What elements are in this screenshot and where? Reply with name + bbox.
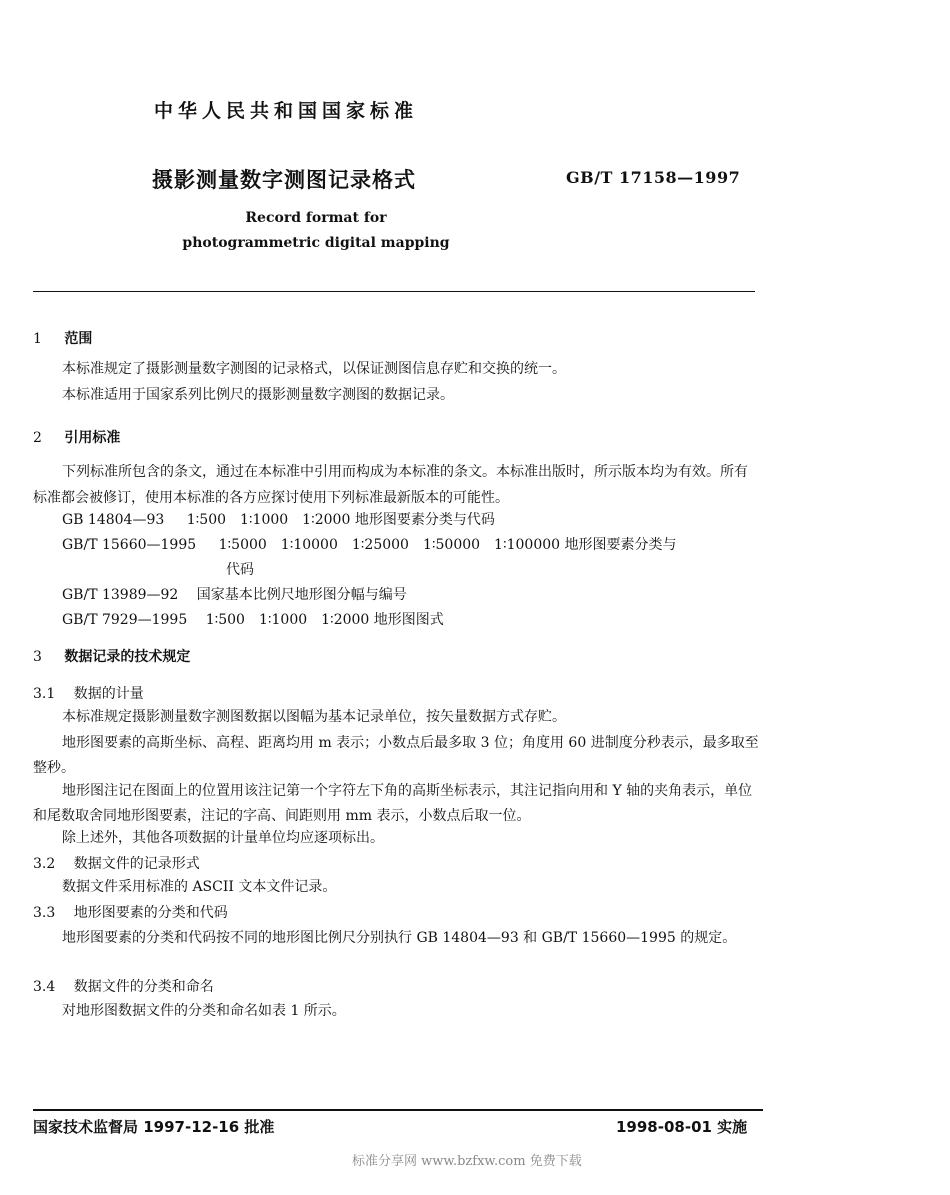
standard-code: GB/T 17158—1997 [566,168,741,187]
section-2-heading [33,427,120,447]
watermark-text: 标准分享网 www.bzfxw.com 免费下载 [352,1154,582,1169]
section-1-paragraph-1: 本标准规定了摄影测量数字测图的记录格式，以保证测图信息存贮和交换的统一。 [62,361,566,377]
section-1-title: 范围 [64,331,93,347]
subsection-3-4-heading [33,976,214,996]
reference-title-continued: 代码 [226,562,254,578]
subsection-3-4-number: 3.4 [33,979,56,995]
subsection-3-3-heading [33,902,228,922]
reference-item [62,585,407,605]
reference-item [62,535,677,555]
section-2-intro: 下列标准所包含的条文，通过在本标准中引用而构成为本标准的条文。本标准出版时，所示版本均为有效。所有标准都会被修订，使用本标准的各方应探讨使用下列标准最新版本的可能性。 [33,464,748,506]
subsection-3-2-number: 3.2 [33,856,56,872]
reference-title: 1∶500 1∶1000 1∶2000 地形图要素分类与代码 [186,512,495,528]
subsection-3-3-number: 3.3 [33,905,56,921]
document-title-cn: 摄影测量数字测图记录格式 [152,168,416,192]
reference-code: GB/T 13989—92 [62,587,179,603]
subsection-3-1-heading [33,683,144,703]
reference-code: GB/T 7929—1995 [62,612,188,628]
reference-title: 1∶5000 1∶10000 1∶25000 1∶50000 1∶100000 地形图要素分类与 [218,537,677,553]
subsection-3-4-title: 数据文件的分类和命名 [73,979,214,995]
subsection-3-3-paragraph-1: 地形图要素的分类和代码按不同的地形图比例尺分别执行 GB 14804—93 和 GB/T 15660—1995 的规定。 [62,930,737,946]
reference-code: GB 14804—93 [62,512,165,528]
subsection-3-1-paragraph-2: 地形图要素的高斯坐标、高程、距离均用 m 表示；小数点后最多取 3 位；角度用 60 进制度分秒表示，最多取至整秒。 [33,735,759,776]
subsection-3-4-paragraph-1: 对地形图数据文件的分类和命名如表 1 所示。 [62,1003,346,1019]
reference-code: GB/T 15660—1995 [62,537,197,553]
reference-title: 1∶500 1∶1000 1∶2000 地形图图式 [205,612,444,628]
subsection-3-1-paragraph-3: 地形图注记在图面上的位置用该注记第一个字符左下角的高斯坐标表示，其注记指向用和 Y 轴的夹角表示，单位和尾数取舍同地形图要素，注记的字高、间距则用 mm 表示，小数点后取一位。 [33,783,753,824]
subsection-3-3-title: 地形图要素的分类和代码 [73,905,228,921]
section-1-number: 1 [33,331,42,347]
reference-item [62,510,495,530]
subsection-3-1-paragraph-4: 除上述外，其他各项数据的计量单位均应逐项标出。 [62,830,384,846]
header-divider [33,291,755,292]
reference-item [62,610,444,630]
subsection-3-1-title: 数据的计量 [73,686,144,702]
section-1-heading [33,328,92,348]
subsection-3-1-paragraph-1: 本标准规定摄影测量数字测图数据以图幅为基本记录单位，按矢量数据方式存贮。 [62,709,566,725]
section-3-number: 3 [33,649,42,665]
approval-info: 国家技术监督局 1997-12-16 批准 [33,1118,275,1136]
section-2-number: 2 [33,430,42,446]
document-title-en-line2: photogrammetric digital mapping [182,235,450,251]
subsection-3-2-heading [33,853,200,873]
subsection-3-2-paragraph-1: 数据文件采用标准的 ASCII 文本文件记录。 [62,879,337,895]
reference-title: 国家基本比例尺地形图分幅与编号 [196,587,407,603]
subsection-3-1-number: 3.1 [33,686,56,702]
subsection-3-2-title: 数据文件的记录形式 [73,856,200,872]
effective-date: 1998-08-01 实施 [616,1118,748,1136]
national-standard-label: 中华人民共和国国家标准 [154,100,419,122]
section-2-title: 引用标准 [64,430,121,446]
footer-divider [33,1109,763,1111]
section-3-title: 数据记录的技术规定 [64,649,191,665]
section-1-paragraph-2: 本标准适用于国家系列比例尺的摄影测量数字测图的数据记录。 [62,387,454,403]
section-3-heading [33,646,190,666]
document-title-en-line1: Record format for [245,210,387,226]
